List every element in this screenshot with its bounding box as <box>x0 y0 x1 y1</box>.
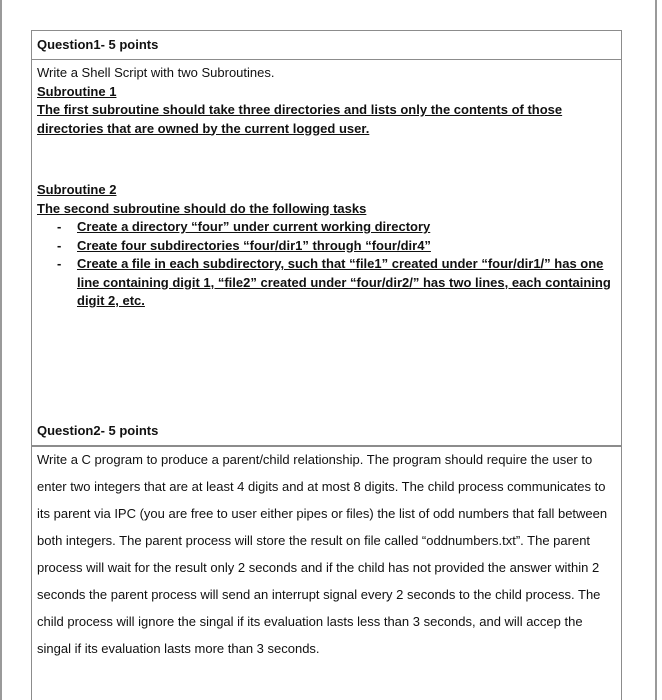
bullet-dash: - <box>57 256 62 271</box>
list-item <box>37 237 615 256</box>
spacer <box>37 138 615 181</box>
task-text: Create four subdirectories “four/dir1” through “four/dir4” <box>77 237 431 253</box>
list-item <box>37 218 615 237</box>
question1-intro: Write a Shell Script with two Subroutines. <box>37 65 275 80</box>
list-item <box>37 255 615 311</box>
task-text: Create a file in each subdirectory, such that “file1” created under “four/dir1/” has one line containing digit 1, “file2” created under “four/dir2/” has two lines, each containing digit 2, etc. <box>77 256 611 308</box>
bullet-dash: - <box>57 237 62 253</box>
task-list <box>37 218 615 311</box>
question2-title: Question2- 5 points <box>32 417 621 446</box>
question1-title: Question1- 5 points <box>32 31 621 60</box>
page-edge-right <box>655 0 657 700</box>
subroutine2-heading: Subroutine 2 <box>37 182 117 197</box>
bullet-dash: - <box>57 219 62 234</box>
subroutine1-heading: Subroutine 1 <box>37 83 117 99</box>
question1-body <box>32 60 621 447</box>
question-table <box>31 30 622 700</box>
question2-body: Write a C program to produce a parent/child relationship. The program should require the user to enter two integers that are at least 4 digits and at most 8 digits. The child process communicates to its parent via IPC (you are free to user either pipes or files) the list of odd numbers that fall between both integers. The parent process will store the result on file called “oddnumbers.txt”. The parent process will wait for the result only 2 seconds and if the child has not provided the answer within 2 seconds the parent process will send an interrupt signal every 2 seconds to the child process. The child process will ignore the singal if its evaluation lasts less than 3 seconds, and will accep the singal if its evaluation lasts more than 3 seconds. <box>37 452 608 656</box>
subroutine1-text: The first subroutine should take three directories and lists only the contents of those directories that are owned by the current logged user. <box>37 102 563 136</box>
task-text: Create a directory “four” under current working directory <box>77 219 431 234</box>
subroutine2-intro: The second subroutine should do the following tasks <box>37 200 367 216</box>
page-edge-left <box>0 0 2 700</box>
